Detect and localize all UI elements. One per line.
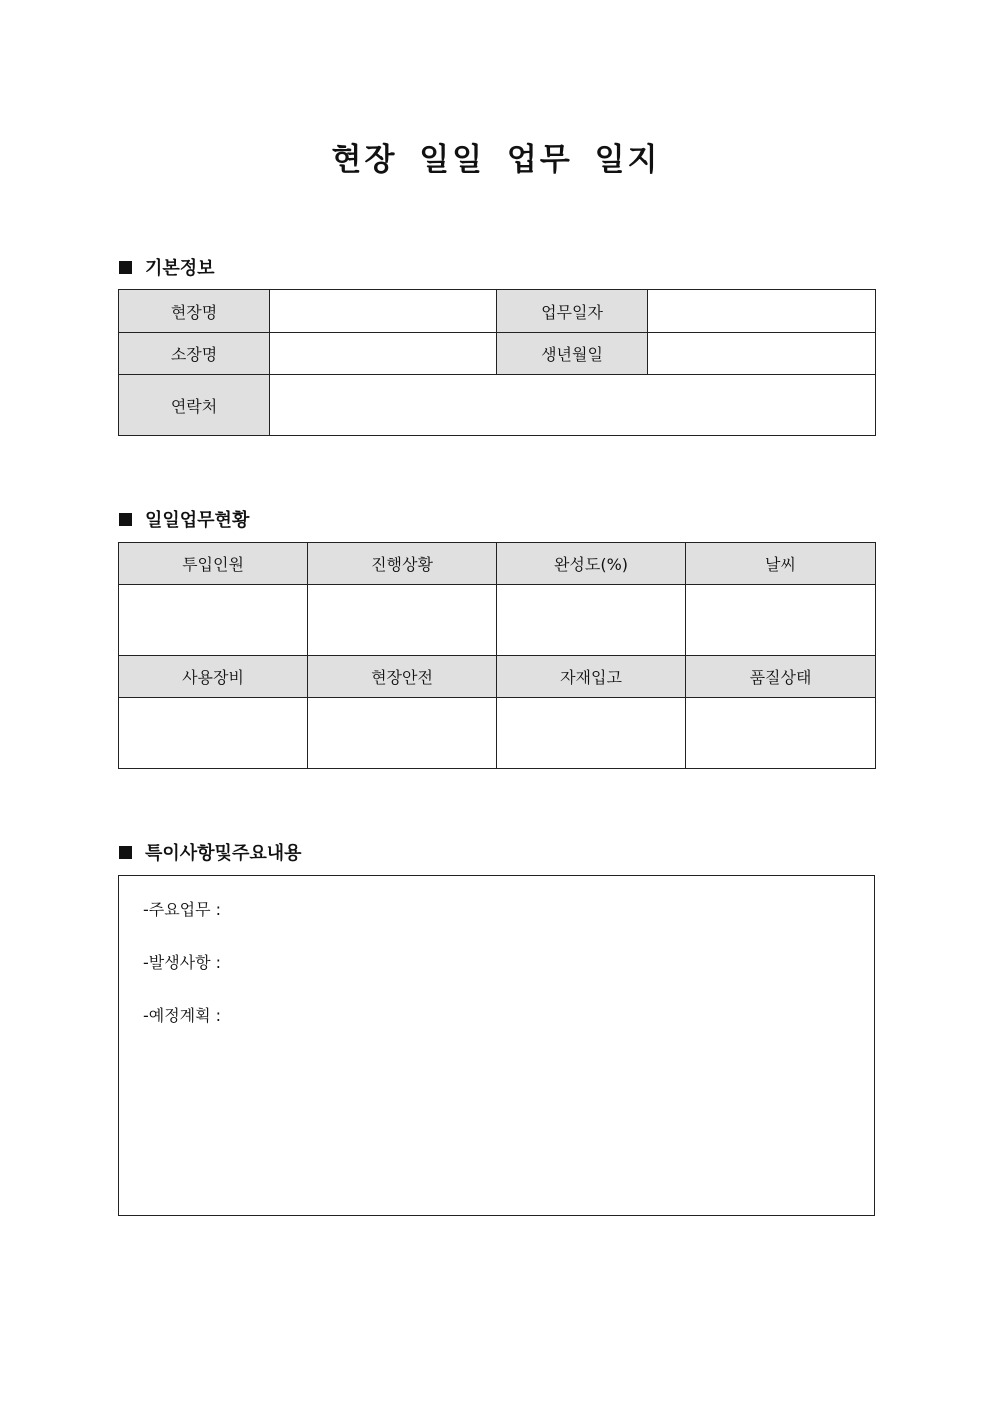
site-name-field[interactable]: [270, 290, 497, 333]
planned-schedule-line: -예정계획 :: [143, 1006, 222, 1025]
weather-header: 날씨: [686, 543, 876, 585]
main-work-line: -주요업무 :: [143, 900, 222, 919]
quality-status-field[interactable]: [686, 698, 876, 769]
completion-field[interactable]: [497, 585, 686, 656]
notes-box[interactable]: [118, 875, 875, 1216]
table-row: [119, 333, 876, 375]
manager-name-field[interactable]: [270, 333, 497, 375]
square-bullet-icon: [119, 846, 132, 859]
contact-field[interactable]: [270, 375, 876, 436]
daily-status-table: [118, 542, 876, 769]
table-row: [119, 375, 876, 436]
weather-field[interactable]: [686, 585, 876, 656]
basic-info-table: [118, 289, 876, 436]
site-name-label: 현장명: [119, 290, 270, 333]
personnel-header: 투입인원: [119, 543, 308, 585]
table-row: [119, 698, 876, 769]
table-row: [119, 290, 876, 333]
table-row: [119, 585, 876, 656]
personnel-field[interactable]: [119, 585, 308, 656]
page-title: 현장 일일 업무 일지: [331, 142, 661, 178]
birth-date-field[interactable]: [648, 333, 876, 375]
occurrence-line: -발생사항 :: [143, 953, 222, 972]
square-bullet-icon: [119, 513, 132, 526]
site-safety-header: 현장안전: [308, 656, 497, 698]
section-heading-basic-info: [119, 254, 215, 280]
birth-date-label: 생년월일: [497, 333, 648, 375]
contact-label: 연락처: [119, 375, 270, 436]
work-date-field[interactable]: [648, 290, 876, 333]
work-date-label: 업무일자: [497, 290, 648, 333]
equipment-header: 사용장비: [119, 656, 308, 698]
material-receipt-header: 자재입고: [497, 656, 686, 698]
section-heading-daily-status: [119, 506, 249, 532]
table-row: [119, 543, 876, 585]
material-receipt-field[interactable]: [497, 698, 686, 769]
completion-header: 완성도(%): [497, 543, 686, 585]
section-heading-label: 기본정보: [145, 258, 215, 279]
progress-header: 진행상황: [308, 543, 497, 585]
section-heading-notes: [119, 839, 302, 865]
site-safety-field[interactable]: [308, 698, 497, 769]
manager-name-label: 소장명: [119, 333, 270, 375]
section-heading-label: 특이사항및주요내용: [145, 843, 302, 864]
table-row: [119, 656, 876, 698]
quality-status-header: 품질상태: [686, 656, 876, 698]
square-bullet-icon: [119, 261, 132, 274]
equipment-field[interactable]: [119, 698, 308, 769]
progress-field[interactable]: [308, 585, 497, 656]
section-heading-label: 일일업무현황: [145, 510, 250, 531]
